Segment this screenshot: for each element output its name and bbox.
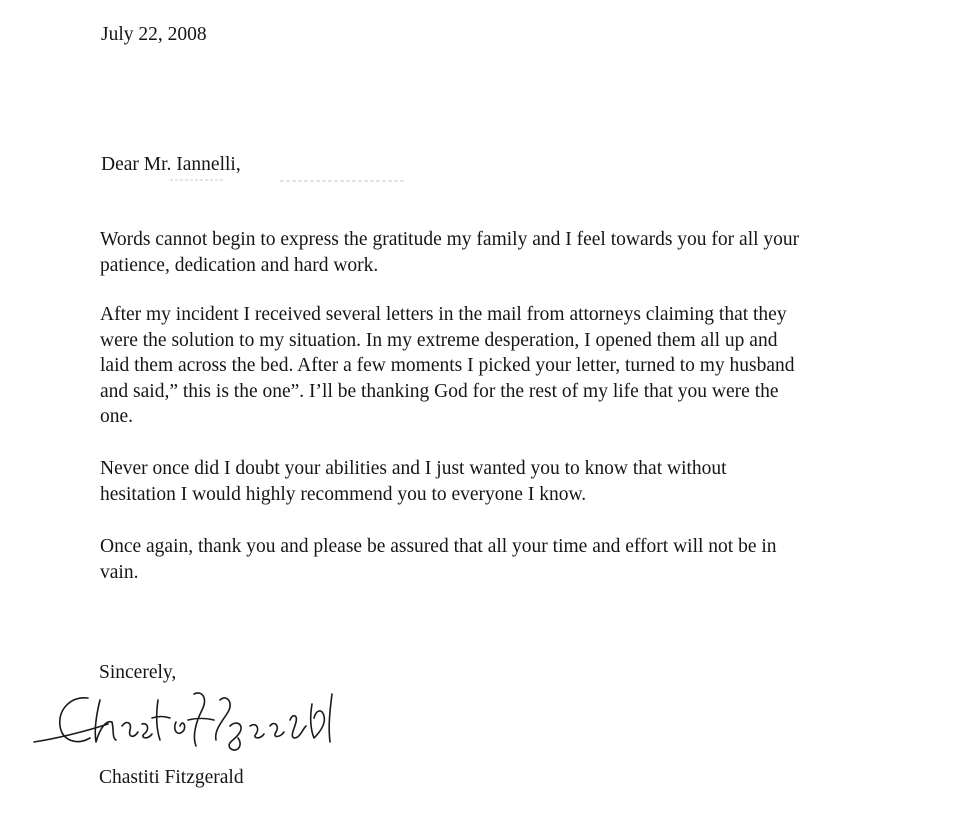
paragraph-line: laid them across the bed. After a few moments I picked your letter, turned to my husband bbox=[100, 355, 795, 376]
paragraph-line: and said,” this is the one”. I’ll be thanking God for the rest of my life that you were the bbox=[100, 380, 779, 402]
salutation: Dear Mr. Iannelli, bbox=[101, 154, 241, 175]
paragraph-line: hesitation I would highly recommend you to everyone I know. bbox=[100, 483, 587, 505]
paragraph-gratitude bbox=[100, 227, 912, 278]
paragraph-line: were the solution to my situation. In my extreme desperation, I opened them all up and bbox=[100, 329, 778, 351]
paragraph-line: After my incident I received several letters in the mail from attorneys claiming that they bbox=[100, 304, 787, 325]
paragraph-line: patience, dedication and hard work. bbox=[100, 254, 379, 276]
paragraph-line: one. bbox=[100, 406, 134, 427]
scan-artifact bbox=[170, 176, 410, 184]
letter-date: July 22, 2008 bbox=[101, 24, 207, 45]
paragraph-line: vain. bbox=[100, 561, 139, 583]
signer-name: Chastiti Fitzgerald bbox=[99, 767, 244, 788]
closing: Sincerely, bbox=[99, 662, 177, 683]
paragraph-incident bbox=[100, 302, 912, 430]
paragraph-line: Words cannot begin to express the gratitude my family and I feel towards you for all your bbox=[100, 229, 800, 250]
paragraph-thanks bbox=[100, 534, 912, 585]
paragraph-line: Never once did I doubt your abilities and I just wanted you to know that without bbox=[100, 458, 727, 479]
handwritten-signature bbox=[30, 680, 350, 760]
paragraph-line: Once again, thank you and please be assured that all your time and effort will not be in bbox=[100, 536, 777, 557]
paragraph-recommendation bbox=[100, 456, 912, 507]
